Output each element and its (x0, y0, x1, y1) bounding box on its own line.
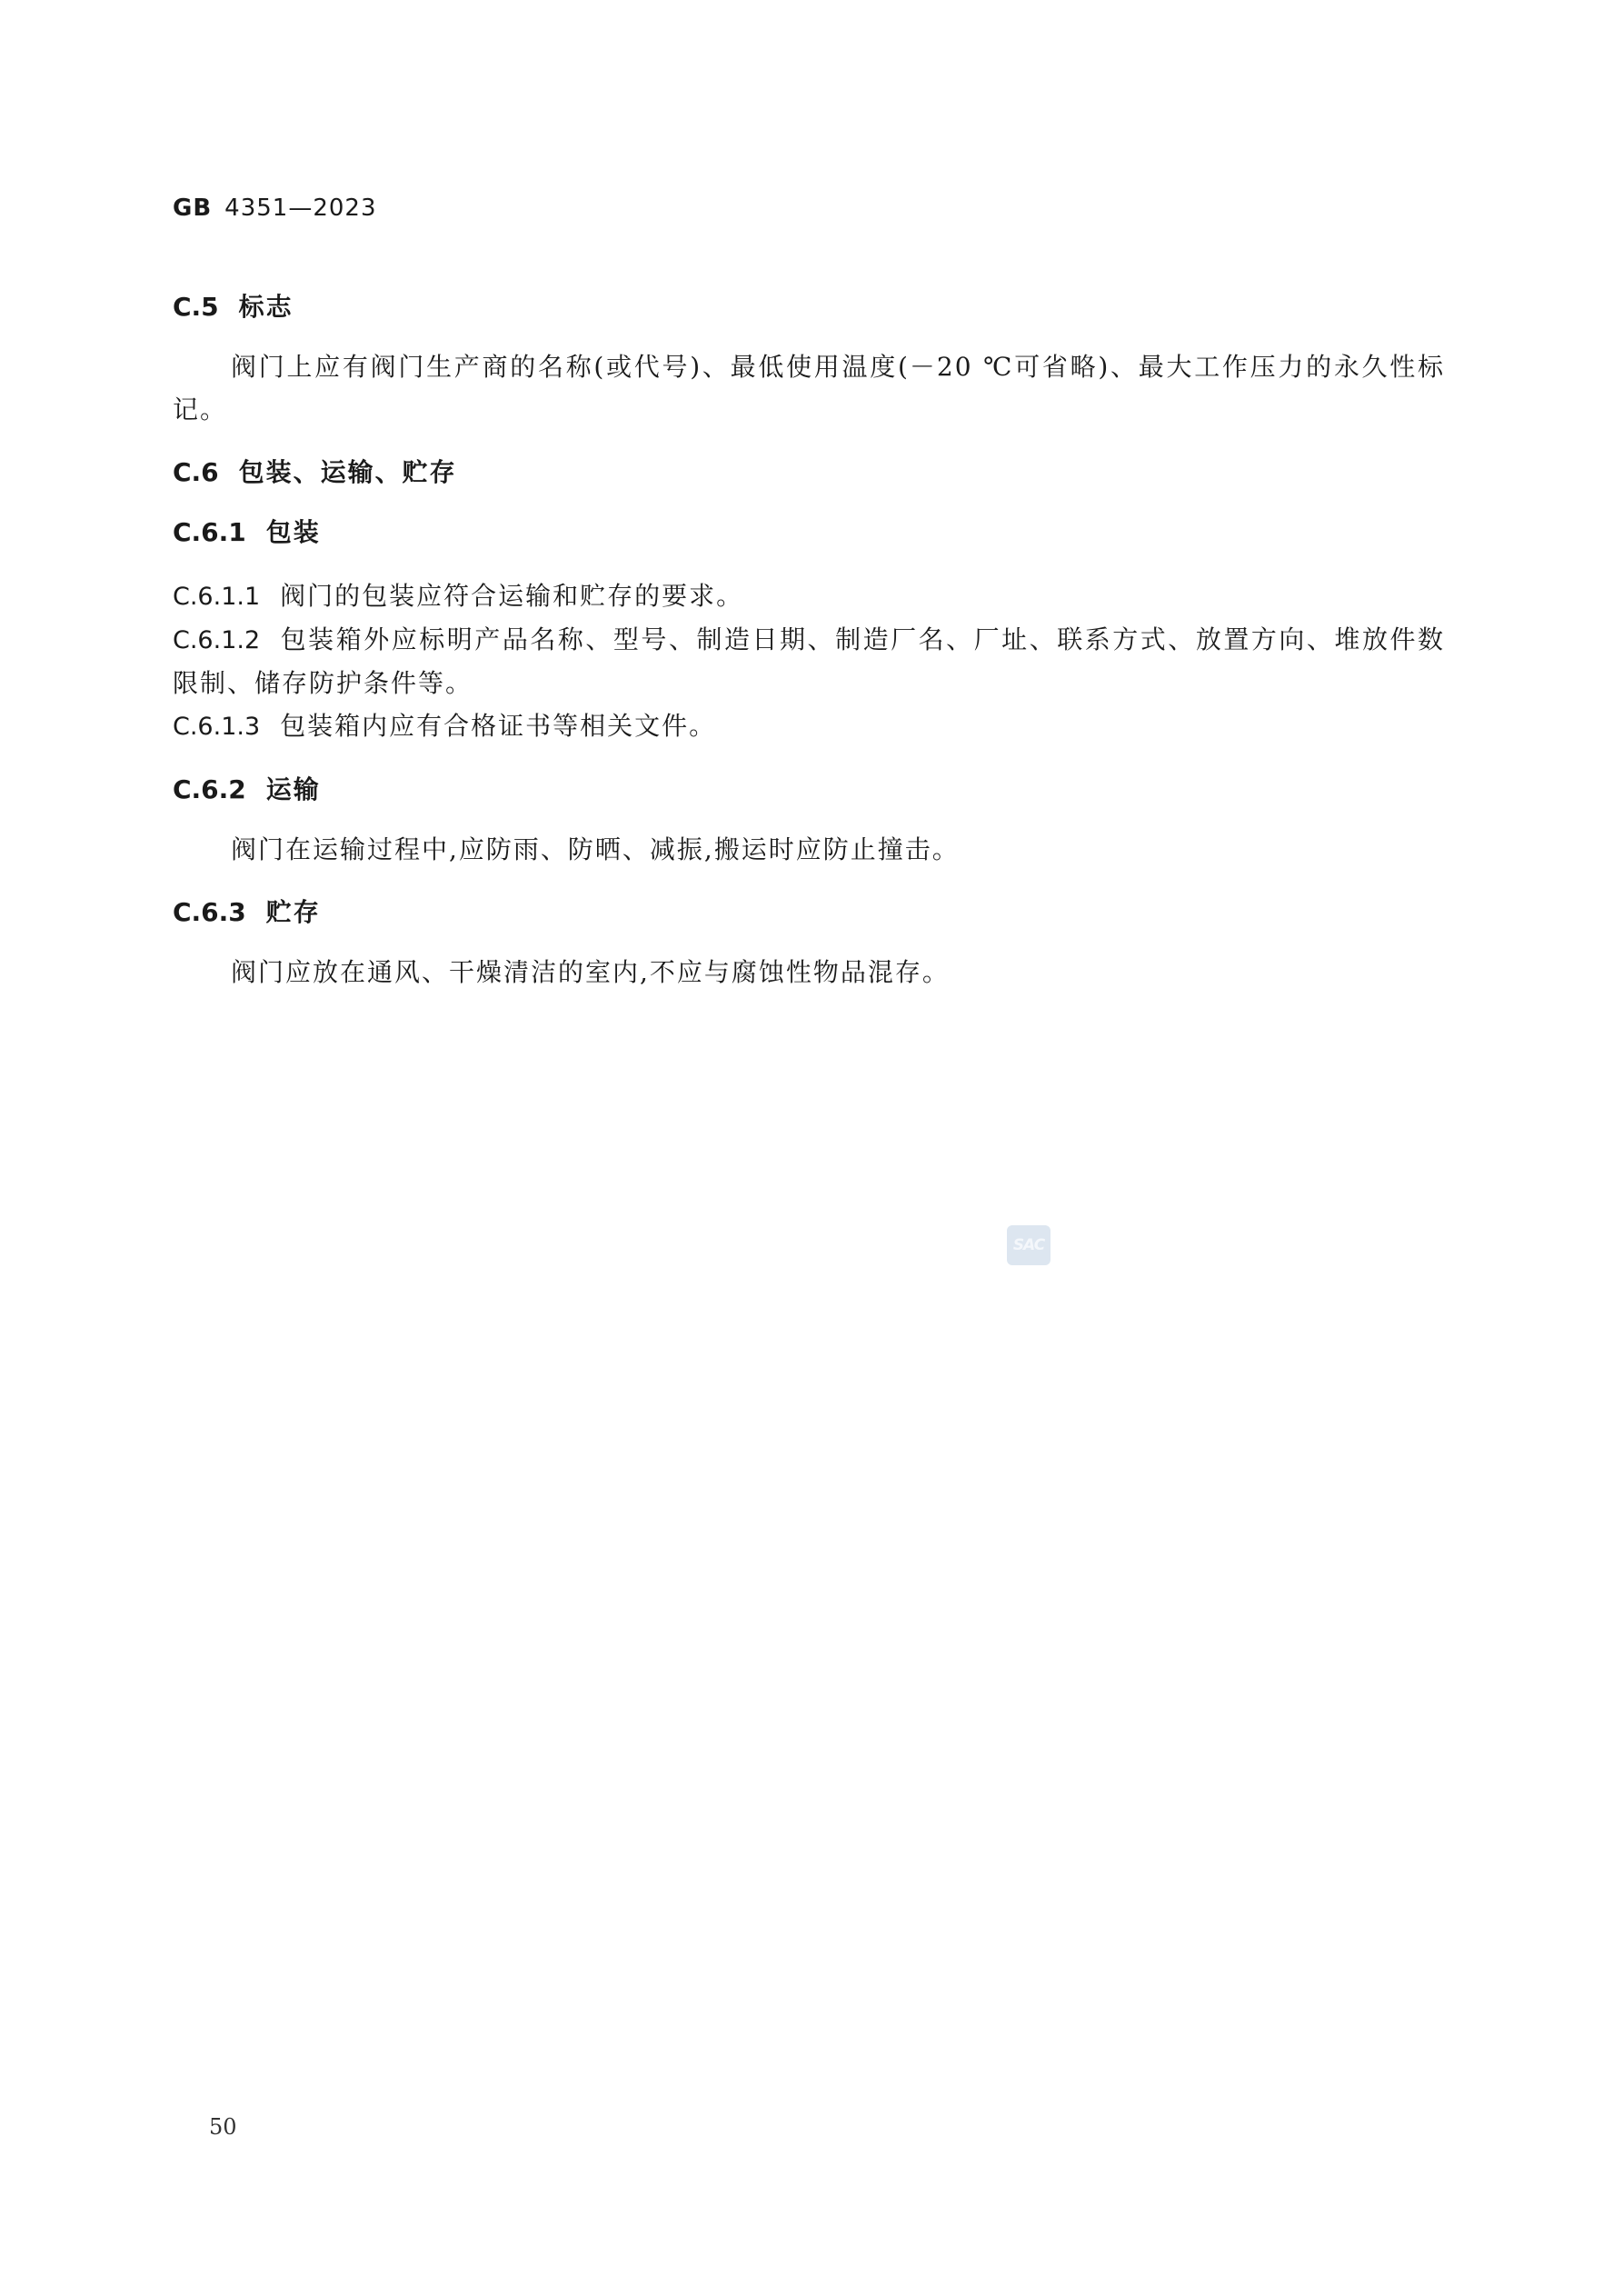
document-body (173, 289, 1445, 993)
section-title: 包装、运输、贮存 (238, 457, 457, 487)
page-number: 50 (209, 2114, 237, 2140)
clause-text: 包装箱内应有合格证书等相关文件。 (280, 711, 717, 741)
section-title: 运输 (265, 774, 321, 804)
section-number: C.6.1 (173, 517, 246, 547)
section-number: C.6.2 (173, 774, 246, 804)
section-c6-3-paragraph: 阀门应放在通风、干燥清洁的室内,不应与腐蚀性物品混存。 (231, 957, 950, 987)
section-heading-c5 (173, 289, 1445, 325)
section-number: C.6.3 (173, 897, 246, 927)
section-title: 包装 (265, 517, 321, 547)
section-heading-c6-3 (173, 894, 1445, 931)
clause-text: 包装箱外应标明产品名称、型号、制造日期、制造厂名、厂址、联系方式、放置方向、堆放件数限制、储存防护条件等。 (173, 624, 1445, 698)
clause-number: C.6.1.3 (173, 713, 261, 741)
section-title: 贮存 (265, 897, 321, 927)
section-heading-c6-1 (173, 514, 1445, 551)
clause-c6-1-1 (173, 574, 1445, 618)
clause-number: C.6.1.1 (173, 583, 261, 611)
clause-c6-1-3 (173, 704, 1445, 748)
standard-code-header (173, 195, 377, 222)
standard-prefix: GB (173, 195, 213, 222)
section-heading-c6 (173, 454, 1445, 491)
sac-watermark-logo (1007, 1225, 1050, 1265)
section-c6-2-paragraph: 阀门在运输过程中,应防雨、防晒、减振,搬运时应防止撞击。 (231, 834, 960, 864)
standard-number: 4351—2023 (224, 195, 377, 222)
section-number: C.6 (173, 457, 219, 487)
section-number: C.5 (173, 292, 219, 322)
section-title: 标志 (238, 292, 294, 322)
watermark-text: SAC (1012, 1236, 1045, 1254)
clause-text: 阀门的包装应符合运输和贮存的要求。 (280, 581, 744, 611)
section-c5-paragraph: 阀门上应有阀门生产商的名称(或代号)、最低使用温度(－20 ℃可省略)、最大工作压力的永久性标记。 (173, 352, 1445, 424)
section-heading-c6-2 (173, 772, 1445, 808)
clause-number: C.6.1.2 (173, 626, 261, 654)
clause-c6-1-2 (173, 618, 1445, 704)
